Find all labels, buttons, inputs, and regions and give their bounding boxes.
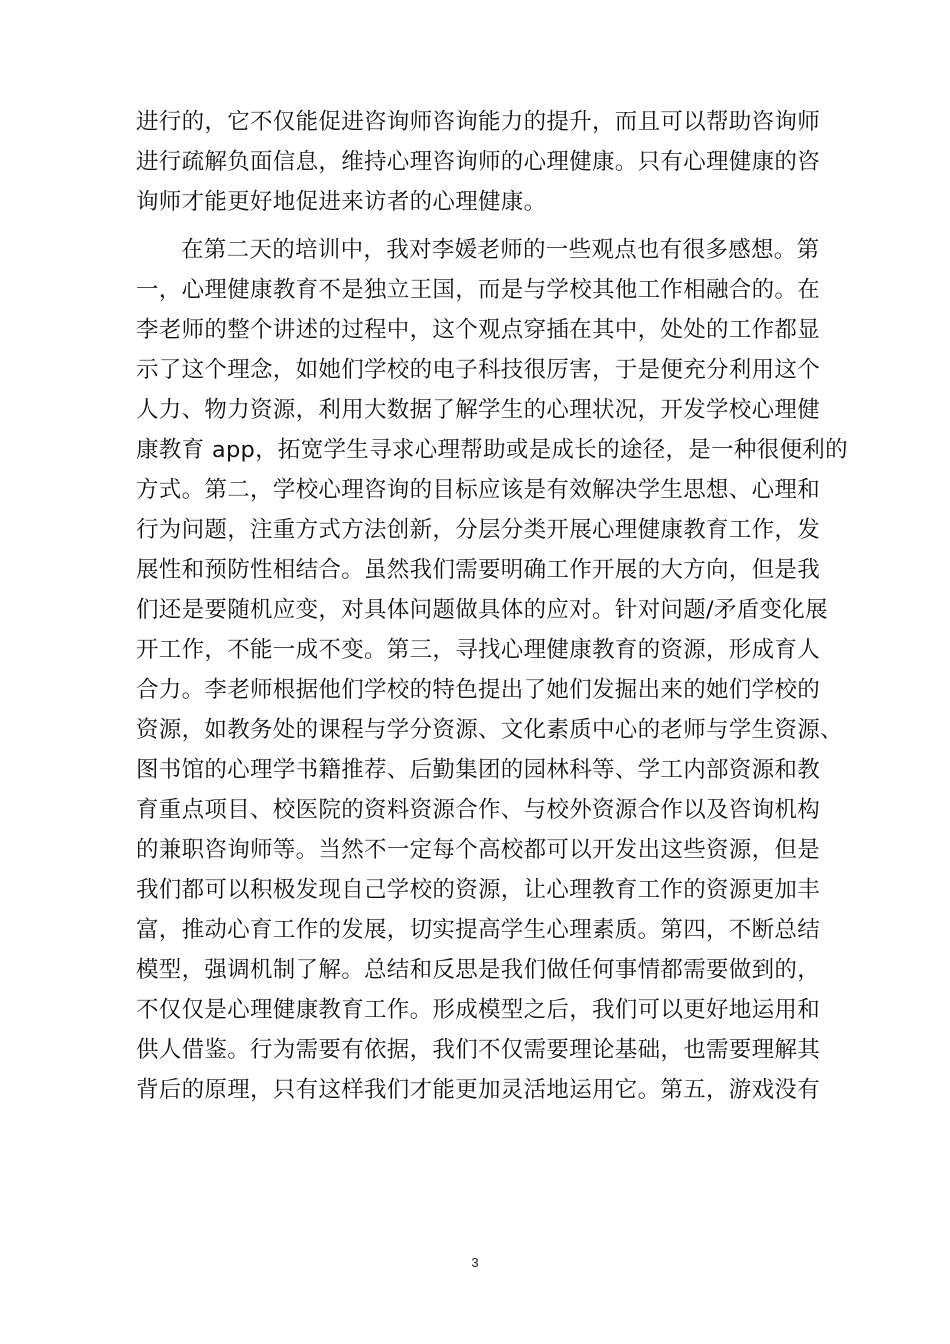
paragraph-gap [136,222,826,230]
text-line: 行为问题，注重方式方法创新，分层分类开展心理健康教育工作，发 [136,517,821,543]
body-text [136,102,848,1110]
text-line: 背后的原理，只有这样我们才能更加灵活地运用它。第五，游戏没有 [136,1077,821,1103]
text-line: 供人借鉴。行为需要有依据，我们不仅需要理论基础，也需要理解其 [136,1037,821,1063]
text-line: 资源，如教务处的课程与学分资源、文化素质中心的老师与学生资源、 [136,717,843,743]
text-line: 示了这个理念，如她们学校的电子科技很厉害，于是便充分利用这个 [136,357,821,383]
text-line: 在第二天的培训中，我对李媛老师的一些观点也有很多感想。第 [181,237,820,263]
text-line: 开工作，不能一成不变。第三，寻找心理健康教育的资源，形成育人 [136,637,821,663]
text-line: 一，心理健康教育不是独立王国，而是与学校其他工作相融合的。在 [136,277,821,303]
text-line: 方式。第二，学校心理咨询的目标应该是有效解决学生思想、心理和 [136,477,821,503]
text-line: 合力。李老师根据他们学校的特色提出了她们发掘出来的她们学校的 [136,677,821,703]
page-number: 3 [471,1255,479,1270]
text-line: 富，推动心育工作的发展，切实提高学生心理素质。第四，不断总结 [136,917,821,943]
text-line: 询师才能更好地促进来访者的心理健康。 [136,189,547,215]
text-line: 的兼职咨询师等。当然不一定每个高校都可以开发出这些资源，但是 [136,837,821,863]
text-line: 展性和预防性相结合。虽然我们需要明确工作开展的大方向，但是我 [136,557,821,583]
text-line: 模型，强调机制了解。总结和反思是我们做任何事情都需要做到的， [136,957,821,983]
paragraph-2 [136,230,848,1110]
text-line: 不仅仅是心理健康教育工作。形成模型之后，我们可以更好地运用和 [136,997,821,1023]
text-line: 进行的，它不仅能促进咨询师咨询能力的提升，而且可以帮助咨询师 [136,109,821,135]
text-line: 图书馆的心理学书籍推荐、后勤集团的园林科等、学工内部资源和教 [136,757,821,783]
text-line: 李老师的整个讲述的过程中，这个观点穿插在其中，处处的工作都显 [136,317,821,343]
text-line: 人力、物力资源，利用大数据了解学生的心理状况，开发学校心理健 [136,397,821,423]
paragraph-1 [136,102,826,222]
text-line: 育重点项目、校医院的资料资源合作、与校外资源合作以及咨询机构 [136,797,821,823]
text-line: 康教育 app，拓宽学生寻求心理帮助或是成长的途径，是一种很便利的 [136,437,848,463]
text-line: 进行疏解负面信息，维持心理咨询师的心理健康。只有心理健康的咨 [136,149,821,175]
text-line: 我们都可以积极发现自己学校的资源，让心理教育工作的资源更加丰 [136,877,821,903]
text-line: 们还是要随机应变，对具体问题做具体的应对。针对问题/矛盾变化展 [136,597,828,623]
